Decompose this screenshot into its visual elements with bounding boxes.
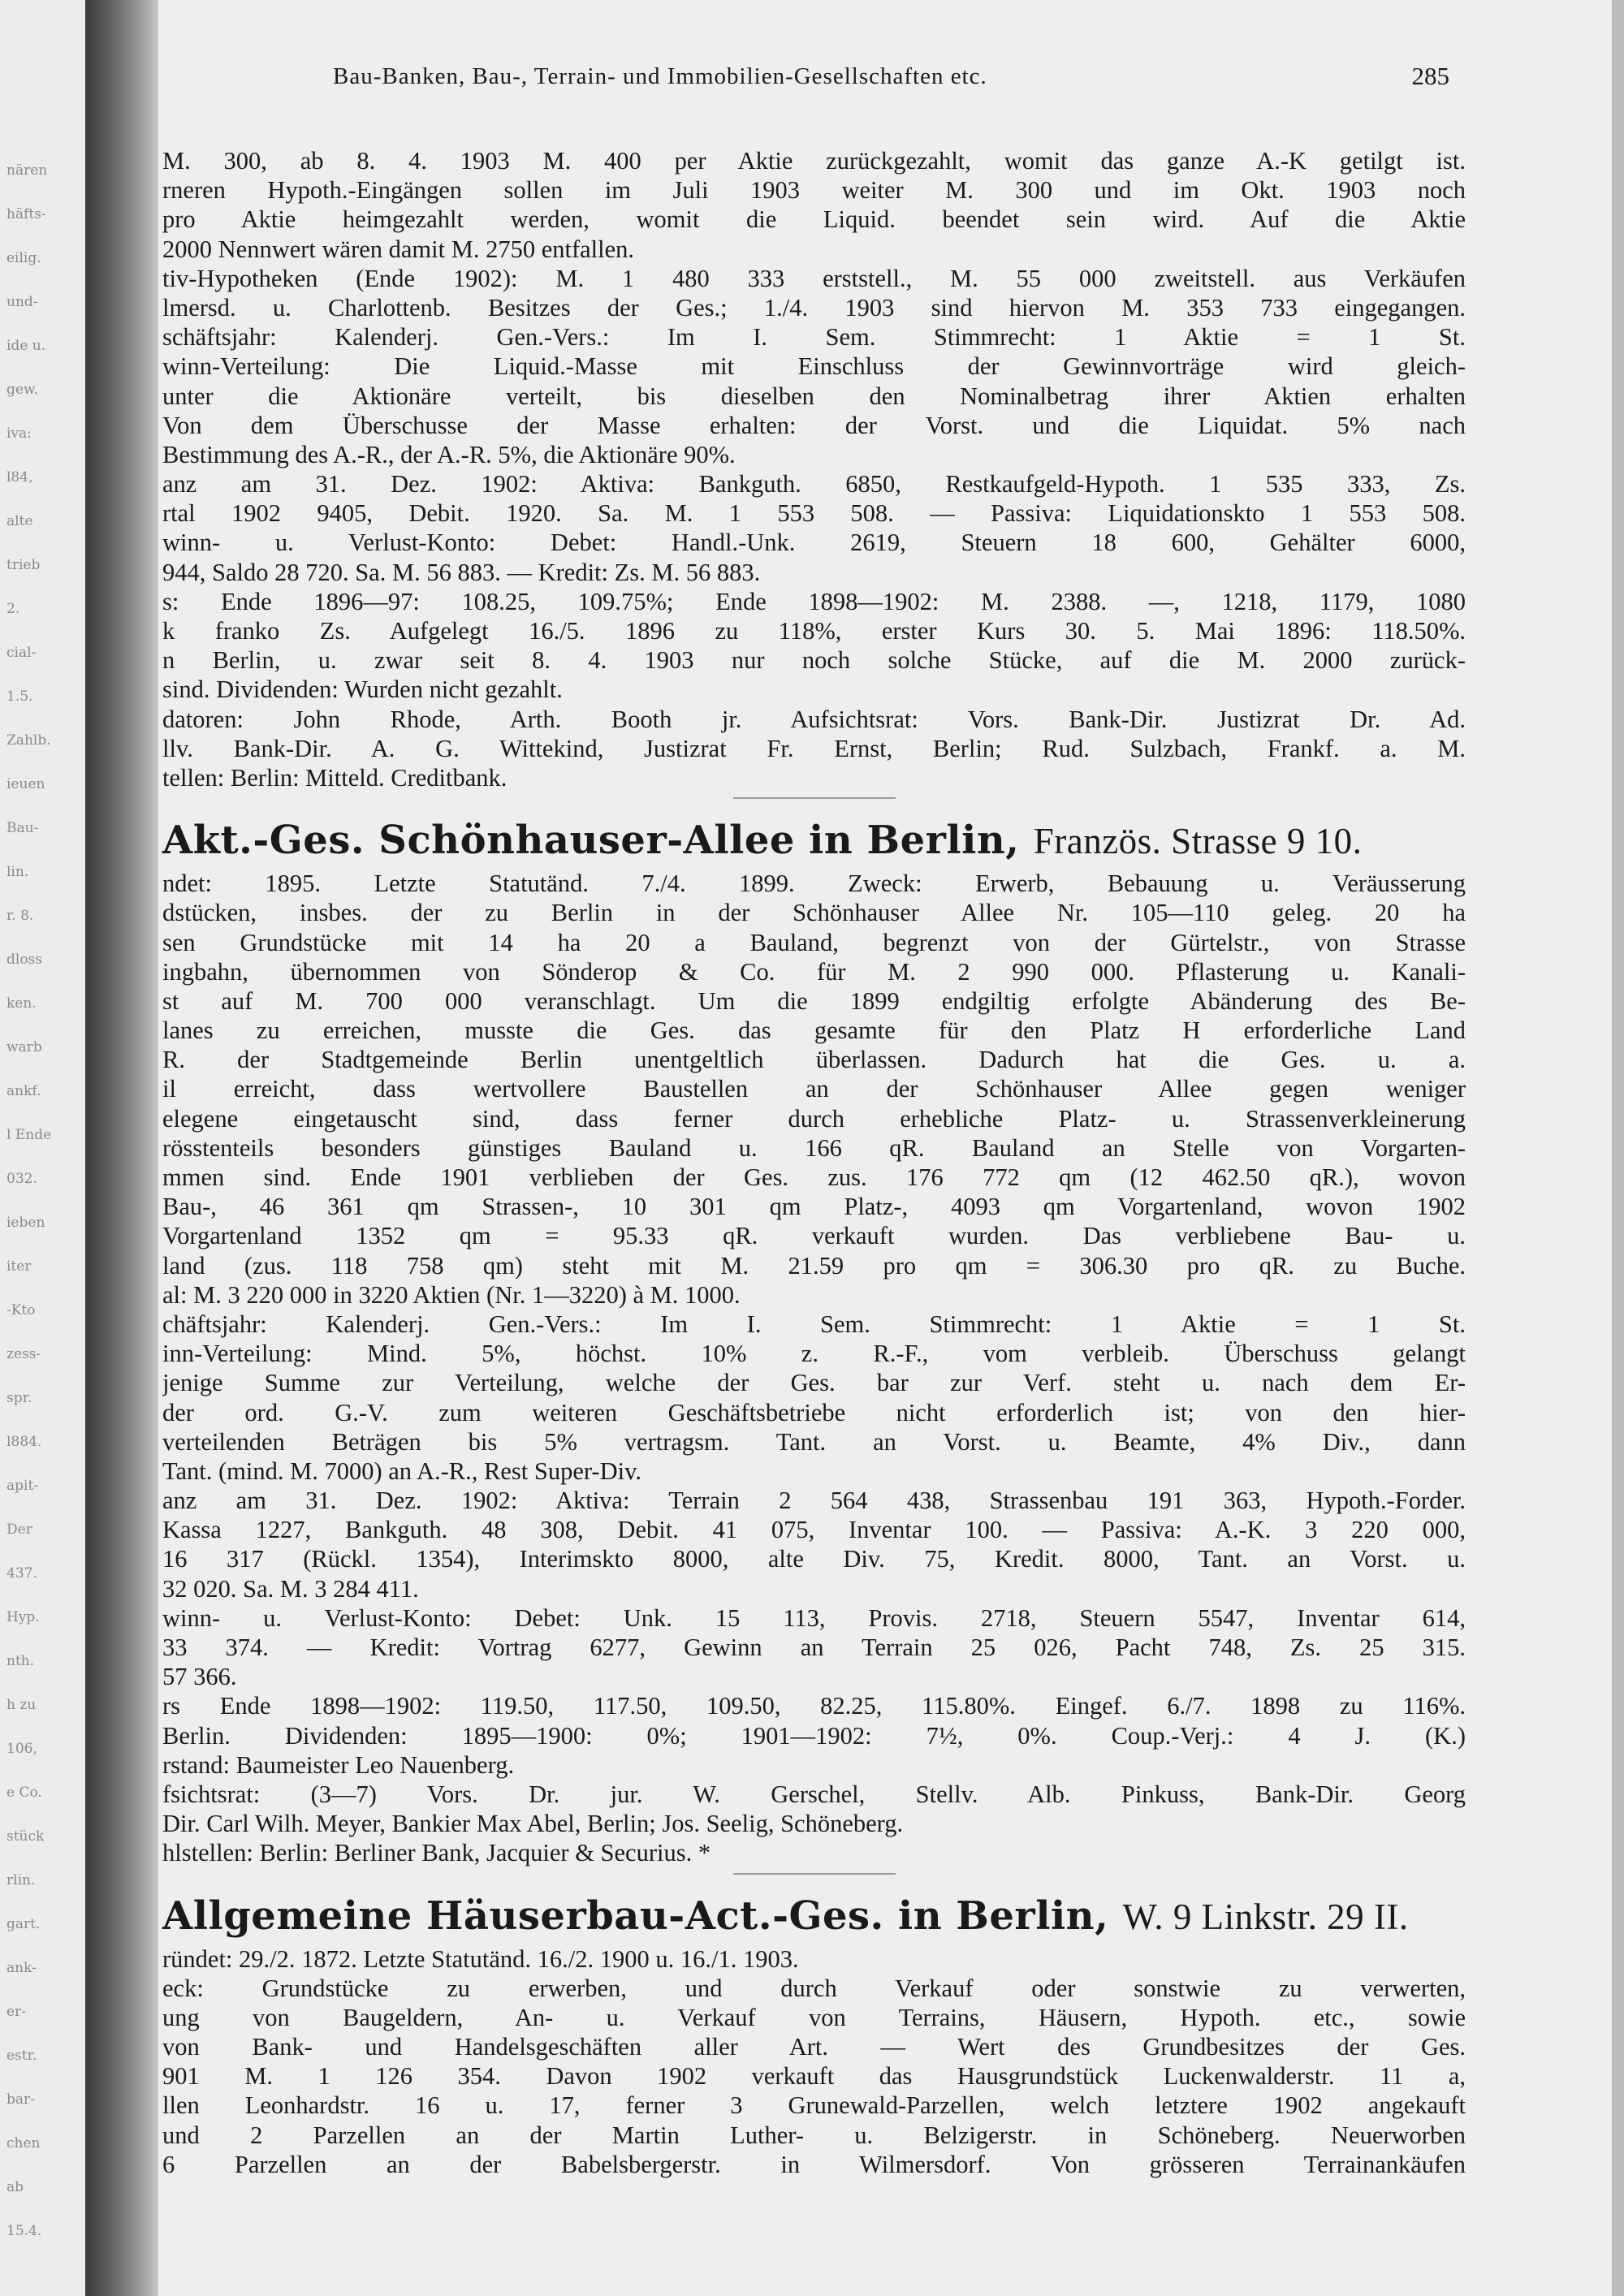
section-divider [733, 1873, 896, 1875]
running-title: Bau-Banken, Bau-, Terrain- und Immobilien-Gesellschaften etc. [333, 63, 987, 89]
margin-fragment: -Kto [6, 1302, 36, 1318]
text-line: al: M. 3 220 000 in 3220 Aktien (Nr. 1—3220) à M. 1000. [162, 1280, 741, 1309]
margin-fragment: cial- [6, 645, 37, 661]
text-line: 57 366. [162, 1663, 237, 1691]
text-line: Vorgartenland 1352 qm = 95.33 qR. verkauft wurden. Das verbliebene Bau- u. [162, 1222, 1466, 1250]
margin-fragment: iter [6, 1258, 32, 1275]
text-line: llen Leonhardstr. 16 u. 17, ferner 3 Grunewald-Parzellen, welch letztere 1902 angekauft [162, 2091, 1466, 2120]
text-line: ründet: 29./2. 1872. Letzte Statutänd. 16./2. 1900 u. 16./1. 1903. [162, 1944, 799, 1973]
margin-fragment: 032. [6, 1171, 37, 1187]
margin-fragment: l884. [6, 1434, 42, 1450]
entry-title: Akt.-Ges. Schönhauser-Allee in Berlin, [162, 818, 1020, 864]
margin-fragment: e Co. [6, 1785, 42, 1801]
text-line: anz am 31. Dez. 1902: Aktiva: Bankguth. 6850, Restkaufgeld-Hypoth. 1 535 333, Zs. [162, 470, 1466, 498]
text-line: rneren Hypoth.-Eingängen sollen im Juli 1903 weiter M. 300 und im Okt. 1903 noch [162, 176, 1466, 205]
page-number: 285 [1411, 62, 1449, 90]
margin-fragment: iva: [6, 425, 32, 442]
text-line: k franko Zs. Aufgelegt 16./5. 1896 zu 118%, erster Kurs 30. 5. Mai 1896: 118.50%. [162, 617, 1466, 645]
body-text [162, 146, 1466, 2179]
text-line: inn-Verteilung: Mind. 5%, höchst. 10% z. R.-F., vom verbleib. Überschuss gelangt [162, 1340, 1466, 1368]
margin-fragment: ide u. [6, 338, 46, 354]
margin-fragment: nären [6, 162, 48, 179]
margin-fragment: spr. [6, 1390, 32, 1406]
margin-fragment: gart. [6, 1916, 41, 1932]
text-line: 33 374. — Kredit: Vortrag 6277, Gewinn an Terrain 25 026, Pacht 748, Zs. 25 315. [162, 1634, 1466, 1661]
margin-fragment: ank- [6, 1960, 37, 1976]
text-line: eck: Grundstücke zu erwerben, und durch Verkauf oder sonstwie zu verwerten, [162, 1974, 1466, 2002]
text-line: tellen: Berlin: Mitteld. Creditbank. [162, 763, 508, 792]
text-line: sen Grundstücke mit 14 ha 20 a Bauland, begrenzt von der Gürtelstr., von Strasse [162, 928, 1466, 956]
text-line: elegene eingetauscht sind, dass ferner durch erhebliche Platz- u. Strassenverkleinerung [162, 1104, 1466, 1133]
entry-address: W. 9 Linkstr. 29 II. [1122, 1896, 1409, 1937]
margin-fragment: er- [6, 2004, 26, 2020]
text-line: Dir. Carl Wilh. Meyer, Bankier Max Abel, Berlin; Jos. Seelig, Schöneberg. [162, 1810, 904, 1838]
text-line: der ord. G.-V. zum weiteren Geschäftsbetriebe nicht erforderlich ist; von den hier- [162, 1398, 1466, 1426]
text-line: winn- u. Verlust-Konto: Debet: Unk. 15 113, Provis. 2718, Steuern 5547, Inventar 614, [162, 1603, 1466, 1632]
entry-title: Allgemeine Häuserbau-Act.-Ges. in Berlin, [162, 1892, 1109, 1939]
text-line: Bestimmung des A.-R., der A.-R. 5%, die Aktionäre 90%. [162, 440, 736, 468]
text-line: unter die Aktionäre verteilt, bis dieselben den Nominalbetrag ihrer Aktien erhalten [162, 382, 1466, 410]
margin-fragment: ieuen [6, 776, 45, 792]
text-line: 2000 Nennwert wären damit M. 2750 entfallen. [162, 235, 635, 263]
text-line: verteilenden Beträgen bis 5% vertragsm. Tant. an Vorst. u. Beamte, 4% Div., dann [162, 1427, 1466, 1456]
text-line: land (zus. 118 758 qm) steht mit M. 21.59 pro qm = 306.30 pro qR. zu Buche. [162, 1251, 1466, 1280]
text-line: llv. Bank-Dir. A. G. Wittekind, Justizrat Fr. Ernst, Berlin; Rud. Sulzbach, Frankf. a. M. [162, 734, 1466, 762]
text-line: mmen sind. Ende 1901 verblieben der Ges. zus. 176 772 qm (12 462.50 qR.), wovon [162, 1163, 1466, 1191]
margin-fragment: l Ende [6, 1127, 52, 1143]
text-line: 16 317 (Rückl. 1354), Interimskto 8000, alte Div. 75, Kredit. 8000, Tant. an Vorst. u. [162, 1545, 1466, 1573]
text-line: datoren: John Rhode, Arth. Booth jr. Aufsichtsrat: Vors. Bank-Dir. Justizrat Dr. Ad. [162, 705, 1466, 733]
text-line: Berlin. Dividenden: 1895—1900: 0%; 1901—1902: 7½, 0%. Coup.-Verj.: 4 J. (K.) [162, 1721, 1466, 1750]
text-line: rs Ende 1898—1902: 119.50, 117.50, 109.50, 82.25, 115.80%. Eingef. 6./7. 1898 zu 116%. [162, 1692, 1466, 1720]
margin-fragment: ankf. [6, 1083, 41, 1099]
entry-heading-haeuserbau [162, 1881, 1466, 1944]
entry-address: Französ. Strasse 9 10. [1033, 821, 1363, 862]
margin-fragment: chen [6, 2135, 41, 2151]
text-line: jenige Summe zur Verteilung, welche der Ges. bar zur Verf. steht u. nach dem Er- [162, 1369, 1466, 1397]
text-line: lanes zu erreichen, musste die Ges. das gesamte für den Platz H erforderliche Land [162, 1016, 1466, 1045]
text-line: fsichtsrat: (3—7) Vors. Dr. jur. W. Gerschel, Stellv. Alb. Pinkuss, Bank-Dir. Georg [162, 1780, 1466, 1808]
text-line: 944, Saldo 28 720. Sa. M. 56 883. — Kredit: Zs. M. 56 883. [162, 558, 761, 586]
text-line: 32 020. Sa. M. 3 284 411. [162, 1574, 419, 1603]
text-line: 6 Parzellen an der Babelsbergerstr. in Wilmersdorf. Von grösseren Terrainankäufen [162, 2150, 1466, 2178]
text-line: il erreicht, dass wertvollere Baustellen an der Schönhauser Allee gegen weniger [162, 1075, 1466, 1103]
text-line: sind. Dividenden: Wurden nicht gezahlt. [162, 675, 563, 704]
margin-fragment: alte [6, 513, 33, 529]
text-line: n Berlin, u. zwar seit 8. 4. 1903 nur noch solche Stücke, auf die M. 2000 zurück- [162, 646, 1466, 675]
text-line: anz am 31. Dez. 1902: Aktiva: Terrain 2 564 438, Strassenbau 191 363, Hypoth.-Forder. [162, 1487, 1466, 1515]
margin-fragment: Zahlb. [6, 732, 51, 749]
page [158, 0, 1612, 2296]
entry-haeuserbau [162, 1944, 1466, 2180]
margin-fragment: warb [6, 1039, 42, 1055]
margin-fragment: h zu [6, 1697, 37, 1713]
margin-fragment: 437. [6, 1565, 37, 1582]
page-right-edge [1612, 0, 1624, 2296]
book-gutter [85, 0, 158, 2296]
text-line: Kassa 1227, Bankguth. 48 308, Debit. 41 075, Inventar 100. — Passiva: A.-K. 3 220 000, [162, 1516, 1466, 1544]
margin-fragment: ken. [6, 995, 37, 1012]
text-line: tiv-Hypotheken (Ende 1902): M. 1 480 333 erststell., M. 55 000 zweitstell. aus Verkäufen [162, 264, 1466, 292]
text-line: von Bank- und Handelsgeschäften aller Art. — Wert des Grundbesitzes der Ges. [162, 2033, 1466, 2061]
text-line: ingbahn, übernommen von Sönderop & Co. für M. 2 990 000. Pflasterung u. Kanali- [162, 957, 1466, 986]
text-line: 901 M. 1 126 354. Davon 1902 verkauft das Hausgrundstück Luckenwalderstr. 11 a, [162, 2062, 1466, 2091]
text-line: lmersd. u. Charlottenb. Besitzes der Ges.; 1./4. 1903 sind hiervon M. 353 733 eingegangen. [162, 293, 1466, 322]
margin-fragment: lin. [6, 864, 29, 880]
entry-heading-schoenhauser-allee [162, 805, 1466, 869]
margin-fragment: 106, [6, 1741, 37, 1757]
margin-fragment: bar- [6, 2091, 35, 2108]
text-line: rstand: Baumeister Leo Nauenberg. [162, 1750, 515, 1779]
text-line: ung von Baugeldern, An- u. Verkauf von Terrains, Häusern, Hypoth. etc., sowie [162, 2003, 1466, 2031]
text-line: st auf M. 700 000 veranschlagt. Um die 1899 endgiltig erfolgte Abänderung des Be- [162, 986, 1466, 1015]
margin-fragment: dloss [6, 952, 43, 968]
text-line: Bau-, 46 361 qm Strassen-, 10 301 qm Platz-, 4093 qm Vorgartenland, wovon 1902 [162, 1193, 1466, 1221]
text-line: rtal 1902 9405, Debit. 1920. Sa. M. 1 553 508. — Passiva: Liquidationskto 1 553 508. [162, 499, 1466, 528]
margin-fragment: Hyp. [6, 1609, 40, 1625]
margin-fragment: ieben [6, 1215, 45, 1231]
text-line: R. der Stadtgemeinde Berlin unentgeltlich überlassen. Dadurch hat die Ges. u. a. [162, 1046, 1466, 1074]
margin-fragment: trieb [6, 557, 41, 573]
text-line: pro Aktie heimgezahlt werden, womit die Liquid. beendet sein wird. Auf die Aktie [162, 205, 1466, 234]
margin-fragment: nth. [6, 1653, 35, 1669]
margin-fragment: Der [6, 1521, 32, 1538]
text-line: Von dem Überschusse der Masse erhalten: der Vorst. und die Liquidat. 5% nach [162, 411, 1466, 439]
text-line: und 2 Parzellen an der Martin Luther- u. Belzigerstr. in Schöneberg. Neuerworben [162, 2121, 1466, 2149]
margin-fragment: zess- [6, 1346, 41, 1362]
margin-fragment: gew. [6, 382, 38, 398]
text-line: dstücken, insbes. der zu Berlin in der Schönhauser Allee Nr. 105—110 geleg. 20 ha [162, 899, 1466, 927]
margin-fragment: eilig. [6, 250, 41, 266]
margin-fragment: apit- [6, 1478, 39, 1494]
margin-fragment: Bau- [6, 820, 39, 836]
margin-fragment: ab [6, 2179, 24, 2195]
text-line: s: Ende 1896—97: 108.25, 109.75%; Ende 1898—1902: M. 2388. —, 1218, 1179, 1080 [162, 587, 1466, 615]
margin-fragment: l84, [6, 469, 33, 486]
margin-fragment: 2. [6, 601, 20, 617]
text-line: ndet: 1895. Letzte Statutänd. 7./4. 1899. Zweck: Erwerb, Bebauung u. Veräusserung [162, 870, 1466, 898]
margin-fragment: 15.4. [6, 2223, 42, 2239]
margin-fragment: r. 8. [6, 908, 34, 924]
text-line: rösstenteils besonders günstiges Bauland u. 166 qR. Bauland an Stelle von Vorgarten- [162, 1133, 1466, 1162]
margin-fragment: estr. [6, 2048, 37, 2064]
left-margin-previous-page [0, 0, 85, 2296]
text-line: hlstellen: Berlin: Berliner Bank, Jacquier & Securius. * [162, 1839, 711, 1867]
text-line: winn- u. Verlust-Konto: Debet: Handl.-Unk. 2619, Steuern 18 600, Gehälter 6000, [162, 529, 1466, 557]
text-line: winn-Verteilung: Die Liquid.-Masse mit Einschluss der Gewinnvorträge wird gleich- [162, 352, 1466, 381]
margin-fragment: stück [6, 1828, 45, 1845]
margin-fragment: 1.5. [6, 688, 33, 705]
margin-fragment: und- [6, 294, 38, 310]
section-divider [733, 797, 896, 799]
text-line: chäftsjahr: Kalenderj. Gen.-Vers.: Im I. Sem. Stimmrecht: 1 Aktie = 1 St. [162, 1310, 1466, 1338]
text-line: schäftsjahr: Kalenderj. Gen.-Vers.: Im I. Sem. Stimmrecht: 1 Aktie = 1 St. [162, 323, 1466, 352]
margin-fragment: rlin. [6, 1872, 36, 1888]
text-line: Tant. (mind. M. 7000) an A.-R., Rest Super-Div. [162, 1457, 641, 1485]
text-line: M. 300, ab 8. 4. 1903 M. 400 per Aktie zurückgezahlt, womit das ganze A.-K getilgt ist. [162, 147, 1466, 175]
entry-liquidation-continued [162, 146, 1466, 792]
entry-schoenhauser-allee [162, 869, 1466, 1867]
margin-fragment: häfts- [6, 206, 46, 222]
